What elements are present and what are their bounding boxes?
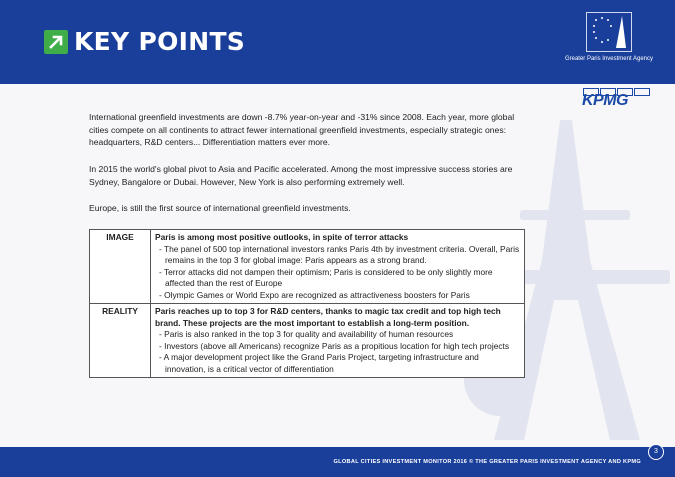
kpmg-logo: KPMG	[582, 92, 628, 109]
image-bullet: - The panel of 500 top international investors ranks Paris 4th by investment criteria. Overall, Paris remains in the top 3 for global image: Paris appears as a strong brand.	[159, 243, 520, 265]
row-content-image	[151, 230, 525, 304]
intro-paragraph: International greenfield investments are down -8.7% year-on-year and -31% since 2008. Each year, more global cities compete on all continents to attract fewer international greenfield investments, especially strategic ones: headquarters, R&D centers... Differentiation matters ever more.	[89, 112, 515, 147]
header-band	[0, 0, 675, 84]
key-points-table	[89, 229, 525, 378]
europe-paragraph: Europe, is still the first source of international greenfield investments.	[89, 203, 351, 213]
reality-bullet: - A major development project like the Grand Paris Project, targeting infrastructure and innovation, is a critical vector of differentiation	[159, 352, 479, 374]
table-row-reality	[90, 304, 525, 378]
reality-heading: Paris reaches up to top 3 for R&D centers, thanks to magic tax credit and top high tech brand. These projects are the most important to establish a long-term position.	[155, 306, 501, 328]
greater-paris-logo-icon	[586, 12, 632, 52]
row-label-reality: REALITY	[90, 304, 151, 378]
reality-bullet: - Investors (above all Americans) recognize Paris as a propitious location for high tech projects	[159, 340, 510, 351]
table-row-image	[90, 230, 525, 304]
page-number: 3	[648, 444, 664, 460]
page-title: KEY POINTS	[74, 27, 246, 56]
row-content-reality	[151, 304, 525, 378]
title-block	[44, 27, 245, 56]
image-bullet: - Olympic Games or World Expo are recognized as attractiveness boosters for Paris	[159, 289, 470, 300]
reality-bullet: - Paris is also ranked in the top 3 for quality and availability of human resources	[159, 329, 454, 339]
row-label-image: IMAGE	[90, 230, 151, 304]
footer-text: GLOBAL CITIES INVESTMENT MONITOR 2016 © THE GREATER PARIS INVESTMENT AGENCY AND KPMG	[333, 459, 641, 465]
arrow-icon	[44, 30, 68, 54]
asia-paragraph: In 2015 the world's global pivot to Asia and Pacific accelerated. Among the most impressive success stories are Sydney, Bangalore or Dubai. However, New York is also performing extremely well.	[89, 164, 513, 187]
footer-band	[0, 447, 675, 477]
agency-name: Greater Paris Investment Agency	[564, 56, 653, 62]
image-bullet: - Terror attacks did not dampen their optimism; Paris is considered to be only slightly more affected than the rest of Europe	[159, 266, 493, 288]
image-heading: Paris is among most positive outlooks, in spite of terror attacks	[155, 232, 409, 242]
